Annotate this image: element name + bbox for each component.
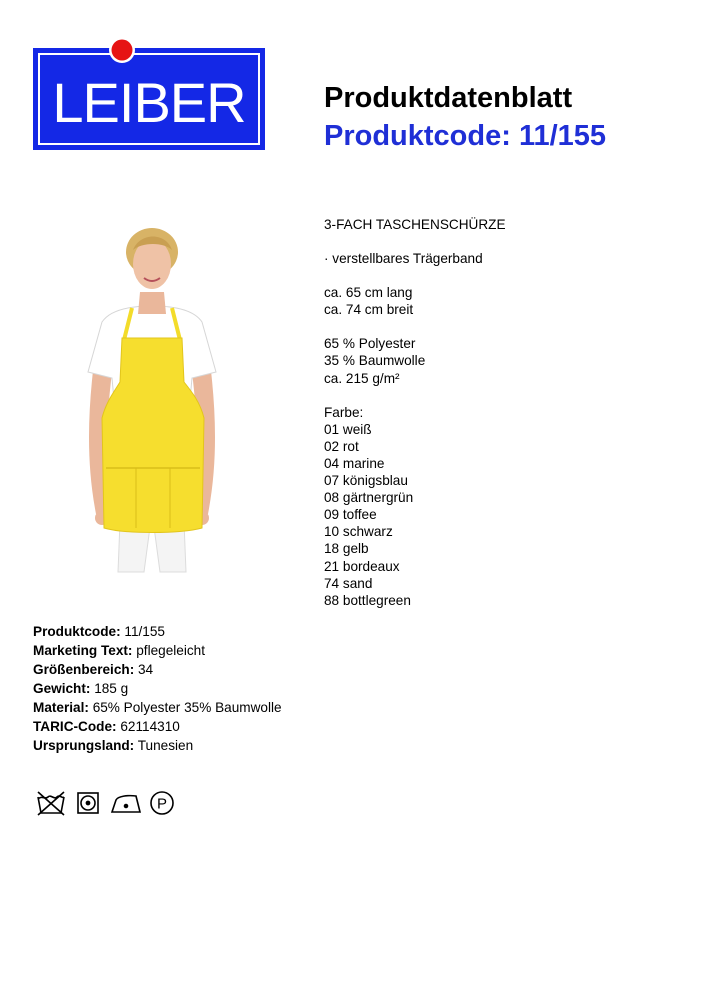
- spec-label: TARIC-Code:: [33, 719, 117, 734]
- dry-clean-p-icon: [151, 792, 173, 814]
- spec-label: Gewicht:: [33, 681, 91, 696]
- spec-row: [33, 641, 282, 660]
- spec-value: Tunesien: [137, 738, 194, 753]
- logo-text: LEIBER: [52, 71, 246, 134]
- spec-row: [33, 660, 282, 679]
- spec-value: 62114310: [120, 719, 180, 734]
- color-item: 02 rot: [324, 438, 359, 454]
- leiber-logo: [33, 34, 265, 150]
- product-code-heading: Produktcode: 11/155: [324, 120, 607, 152]
- dimension-width: ca. 74 cm breit: [324, 302, 414, 318]
- color-item: 09 toffee: [324, 507, 377, 523]
- spec-label: Produktcode:: [33, 624, 121, 639]
- iron-low-icon: [112, 796, 140, 812]
- product-specs: [33, 622, 282, 755]
- color-item: 21 bordeaux: [324, 558, 400, 574]
- spec-value: 11/155: [124, 624, 165, 639]
- color-item: 07 königsblau: [324, 473, 408, 489]
- spec-label: Größenbereich:: [33, 662, 135, 677]
- color-item: 74 sand: [324, 575, 373, 591]
- spec-row: [33, 736, 282, 755]
- color-item: 08 gärtnergrün: [324, 490, 414, 506]
- page-title: Produktdatenblatt: [324, 82, 573, 114]
- spec-label: Marketing Text:: [33, 643, 133, 658]
- spec-row: [33, 698, 282, 717]
- spec-value: 185 g: [94, 681, 129, 696]
- color-item: 10 schwarz: [324, 524, 393, 540]
- no-tumble-dry-icon: [78, 793, 98, 813]
- composition-cotton: 35 % Baumwolle: [324, 353, 426, 369]
- dimension-length: ca. 65 cm lang: [324, 285, 413, 301]
- color-item: 88 bottlegreen: [324, 592, 411, 608]
- spec-value: 34: [138, 662, 154, 677]
- product-name: 3-FACH TASCHENSCHÜRZE: [324, 217, 506, 232]
- colors-label: Farbe:: [324, 404, 364, 420]
- spec-row: [33, 622, 282, 641]
- product-description: [324, 216, 506, 609]
- composition-polyester: 65 % Polyester: [324, 336, 416, 352]
- spec-value: 65% Polyester 35% Baumwolle: [92, 700, 282, 715]
- spec-label: Ursprungsland:: [33, 738, 135, 753]
- color-item: 18 gelb: [324, 541, 369, 557]
- fabric-weight: ca. 215 g/m²: [324, 370, 400, 386]
- care-symbols: [36, 790, 181, 816]
- no-wash-icon: [38, 792, 64, 815]
- spec-row: [33, 679, 282, 698]
- spec-label: Material:: [33, 700, 89, 715]
- color-item: 01 weiß: [324, 421, 372, 437]
- color-item: 04 marine: [324, 455, 385, 471]
- spec-row: [33, 717, 282, 736]
- feature-line: · verstellbares Trägerband: [324, 251, 483, 267]
- product-photo: [80, 222, 224, 574]
- dry-clean-letter: P: [156, 795, 168, 813]
- spec-value: pflegeleicht: [136, 643, 206, 658]
